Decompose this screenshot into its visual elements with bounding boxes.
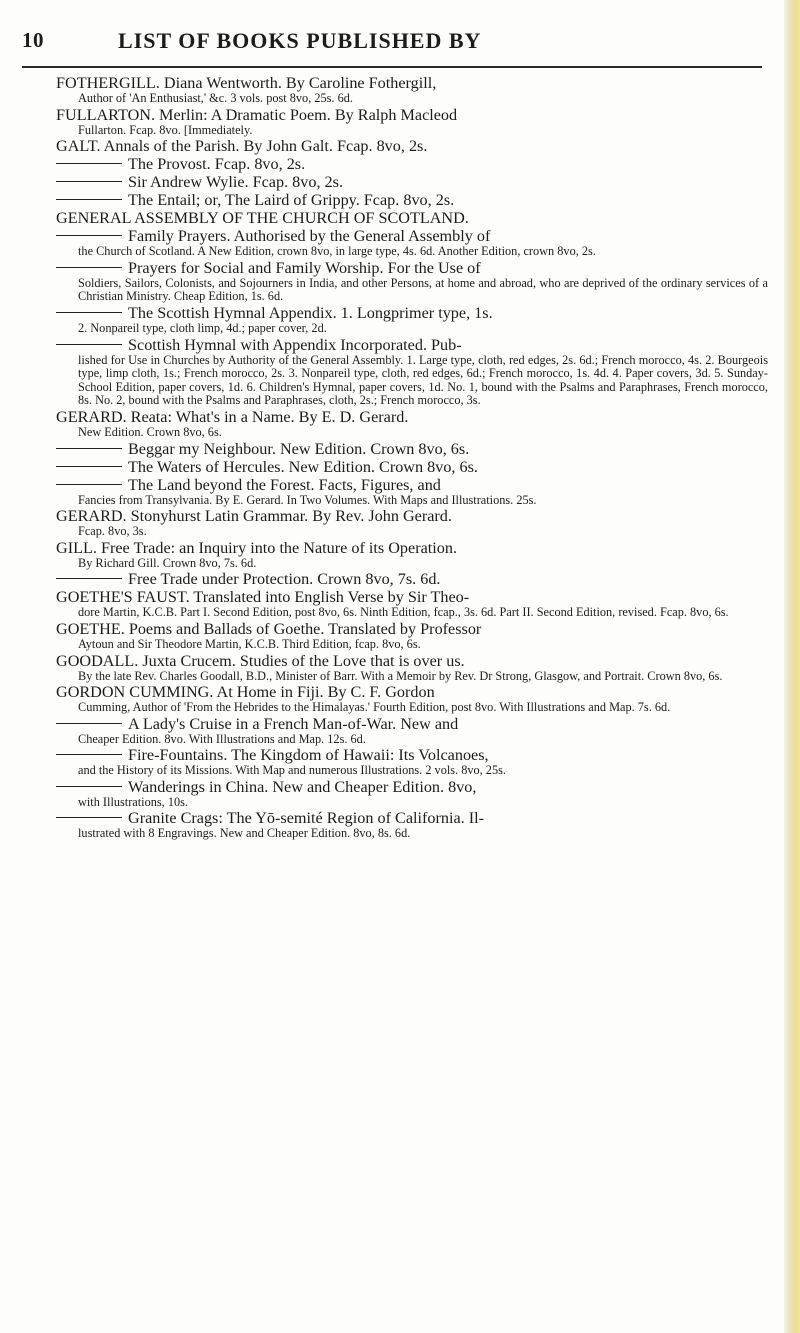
entry-detail: By Richard Gill. Crown 8vo, 7s. 6d.	[78, 555, 257, 570]
entry-detail: and the History of its Missions. With Map and numerous Illustrations. 2 vols. 8vo, 25s.	[78, 763, 506, 778]
entry-detail: 2. Nonpareil type, cloth limp, 4d.; paper cover, 2d.	[78, 320, 327, 335]
entry-heading: Family Prayers. Authorised by the General Assembly of	[128, 227, 491, 246]
entry-detail: Soldiers, Sailors, Colonists, and Sojourners in India, and other Persons, at home and abroad, who are deprived of the ordinary services of a Christian Ministry. Cheap Edition, 1s. 6d.	[78, 275, 768, 304]
ditto-rule	[56, 466, 122, 467]
list-item	[56, 408, 768, 426]
entry-detail: lustrated with 8 Engravings. New and Cheaper Edition. 8vo, 8s. 6d.	[78, 826, 411, 841]
entry-heading: GILL. Free Trade: an Inquiry into the Nature of its Operation.	[56, 538, 457, 557]
list-item	[56, 476, 768, 494]
entry-heading: GALT. Annals of the Parish. By John Galt. Fcap. 8vo, 2s.	[56, 137, 428, 156]
list-item	[56, 683, 768, 701]
book-list	[56, 74, 768, 841]
entry-heading: The Entail; or, The Laird of Grippy. Fcap. 8vo, 2s.	[128, 191, 455, 210]
entry-detail: dore Martin, K.C.B. Part I. Second Edition, post 8vo, 6s. Ninth Edition, fcap., 3s. 6d. Part II. Second Edition, revised. Fcap. 8vo, 6s.	[78, 605, 729, 620]
entry-heading: GERARD. Stonyhurst Latin Grammar. By Rev. John Gerard.	[56, 507, 452, 526]
entry-heading: Beggar my Neighbour. New Edition. Crown 8vo, 6s.	[128, 439, 470, 458]
list-item	[56, 173, 768, 191]
entry-detail: Aytoun and Sir Theodore Martin, K.C.B. Third Edition, fcap. 8vo, 6s.	[78, 636, 421, 651]
ditto-rule	[56, 235, 122, 236]
page-number: 10	[22, 28, 44, 52]
entry-heading: GORDON CUMMING. At Home in Fiji. By C. F. Gordon	[56, 683, 435, 702]
entry-detail: Fullarton. Fcap. 8vo. [Immediately.	[78, 122, 253, 137]
page-edge	[784, 0, 800, 1333]
ditto-rule	[56, 163, 122, 164]
entry-heading: GENERAL ASSEMBLY OF THE CHURCH OF SCOTLAND.	[56, 209, 469, 228]
entry-heading: Free Trade under Protection. Crown 8vo, 7s. 6d.	[128, 570, 441, 589]
list-item	[56, 440, 768, 458]
ditto-rule	[56, 817, 122, 818]
list-item	[56, 778, 768, 796]
entry-heading: Granite Crags: The Yō-semité Region of California. Il-	[128, 809, 485, 828]
entry-heading: Prayers for Social and Family Worship. For the Use of	[128, 258, 481, 277]
entry-heading: Scottish Hymnal with Appendix Incorporated. Pub-	[128, 335, 462, 354]
entry-heading: GOETHE'S FAUST. Translated into English Verse by Sir Theo-	[56, 588, 470, 607]
entry-heading: A Lady's Cruise in a French Man-of-War. New and	[128, 714, 459, 733]
list-item	[56, 259, 768, 277]
entry-detail: Fancies from Transylvania. By E. Gerard. In Two Volumes. With Maps and Illustrations. 25s.	[78, 492, 537, 507]
entry-heading: The Waters of Hercules. New Edition. Crown 8vo, 6s.	[128, 457, 478, 476]
ditto-rule	[56, 448, 122, 449]
header-rule	[22, 66, 762, 68]
entry-heading: Wanderings in China. New and Cheaper Edition. 8vo,	[128, 777, 477, 796]
running-head: LIST OF BOOKS PUBLISHED BY	[118, 28, 482, 53]
list-item	[56, 507, 768, 525]
entry-heading: The Provost. Fcap. 8vo, 2s.	[128, 155, 306, 174]
entry-detail: lished for Use in Churches by Authority of the General Assembly. 1. Large type, cloth, red edges, 2s. 6d.; French morocco, 4s. 2. Bourgeois type, limp cloth, 1s.; French morocco, 2s. 3. Nonpareil type, cloth, red edges, 6d.; French morocco, 1s. 4d. 4. Paper covers, 3d. 5. Sunday-School Edition, paper covers, 1d. 6. Children's Hymnal, paper covers, 1d. No. 1, bound with the Psalms and Paraphrases, French morocco, 8s. No. 2, bound with the Psalms and Paraphrases, cloth, 2s.; French morocco, 3s.	[78, 352, 768, 408]
ditto-rule	[56, 312, 122, 313]
list-item	[56, 106, 768, 124]
list-item	[56, 620, 768, 638]
list-item	[56, 304, 768, 322]
list-item	[56, 227, 768, 245]
entry-detail: the Church of Scotland. A New Edition, crown 8vo, in large type, 4s. 6d. Another Edition, crown 8vo, 2s.	[78, 244, 596, 259]
list-item	[56, 588, 768, 606]
ditto-rule	[56, 181, 122, 182]
ditto-rule	[56, 786, 122, 787]
entry-heading: GOODALL. Juxta Crucem. Studies of the Love that is over us.	[56, 651, 465, 670]
entry-detail: Author of 'An Enthusiast,' &c. 3 vols. post 8vo, 25s. 6d.	[78, 91, 353, 105]
entry-heading: Fire-Fountains. The Kingdom of Hawaii: Its Volcanoes,	[128, 746, 489, 765]
ditto-rule	[56, 344, 122, 345]
ditto-rule	[56, 723, 122, 724]
list-item	[56, 539, 768, 557]
entry-heading: GERARD. Reata: What's in a Name. By E. D. Gerard.	[56, 407, 409, 426]
entry-detail: with Illustrations, 10s.	[78, 794, 188, 809]
ditto-rule	[56, 578, 122, 579]
entry-detail: New Edition. Crown 8vo, 6s.	[78, 424, 222, 439]
list-item	[56, 652, 768, 670]
list-item	[56, 458, 768, 476]
list-item	[56, 715, 768, 733]
entry-heading: The Land beyond the Forest. Facts, Figures, and	[128, 475, 441, 494]
list-item	[56, 191, 768, 209]
list-item	[56, 809, 768, 827]
list-item	[56, 570, 768, 588]
list-item	[56, 746, 768, 764]
entry-heading: The Scottish Hymnal Appendix. 1. Longprimer type, 1s.	[128, 303, 493, 322]
list-item	[56, 155, 768, 173]
ditto-rule	[56, 484, 122, 485]
entry-detail: By the late Rev. Charles Goodall, B.D., Minister of Barr. With a Memoir by Rev. Dr Strong, Glasgow, and Portrait. Crown 8vo, 6s.	[78, 668, 723, 683]
entry-detail: Fcap. 8vo, 3s.	[78, 524, 147, 539]
entry-detail: Cheaper Edition. 8vo. With Illustrations and Map. 12s. 6d.	[78, 731, 366, 746]
list-item	[56, 209, 768, 227]
list-item	[56, 74, 768, 92]
ditto-rule	[56, 199, 122, 200]
ditto-rule	[56, 267, 122, 268]
entry-heading: Sir Andrew Wylie. Fcap. 8vo, 2s.	[128, 173, 343, 192]
entry-heading: GOETHE. Poems and Ballads of Goethe. Translated by Professor	[56, 619, 482, 638]
list-item	[56, 336, 768, 354]
list-item	[56, 137, 768, 155]
entry-heading: FOTHERGILL. Diana Wentworth. By Caroline Fothergill,	[56, 74, 437, 92]
entry-heading: FULLARTON. Merlin: A Dramatic Poem. By Ralph Macleod	[56, 105, 458, 124]
entry-detail: Cumming, Author of 'From the Hebrides to the Himalayas.' Fourth Edition, post 8vo. With Illustrations and Map. 7s. 6d.	[78, 700, 671, 715]
ditto-rule	[56, 754, 122, 755]
